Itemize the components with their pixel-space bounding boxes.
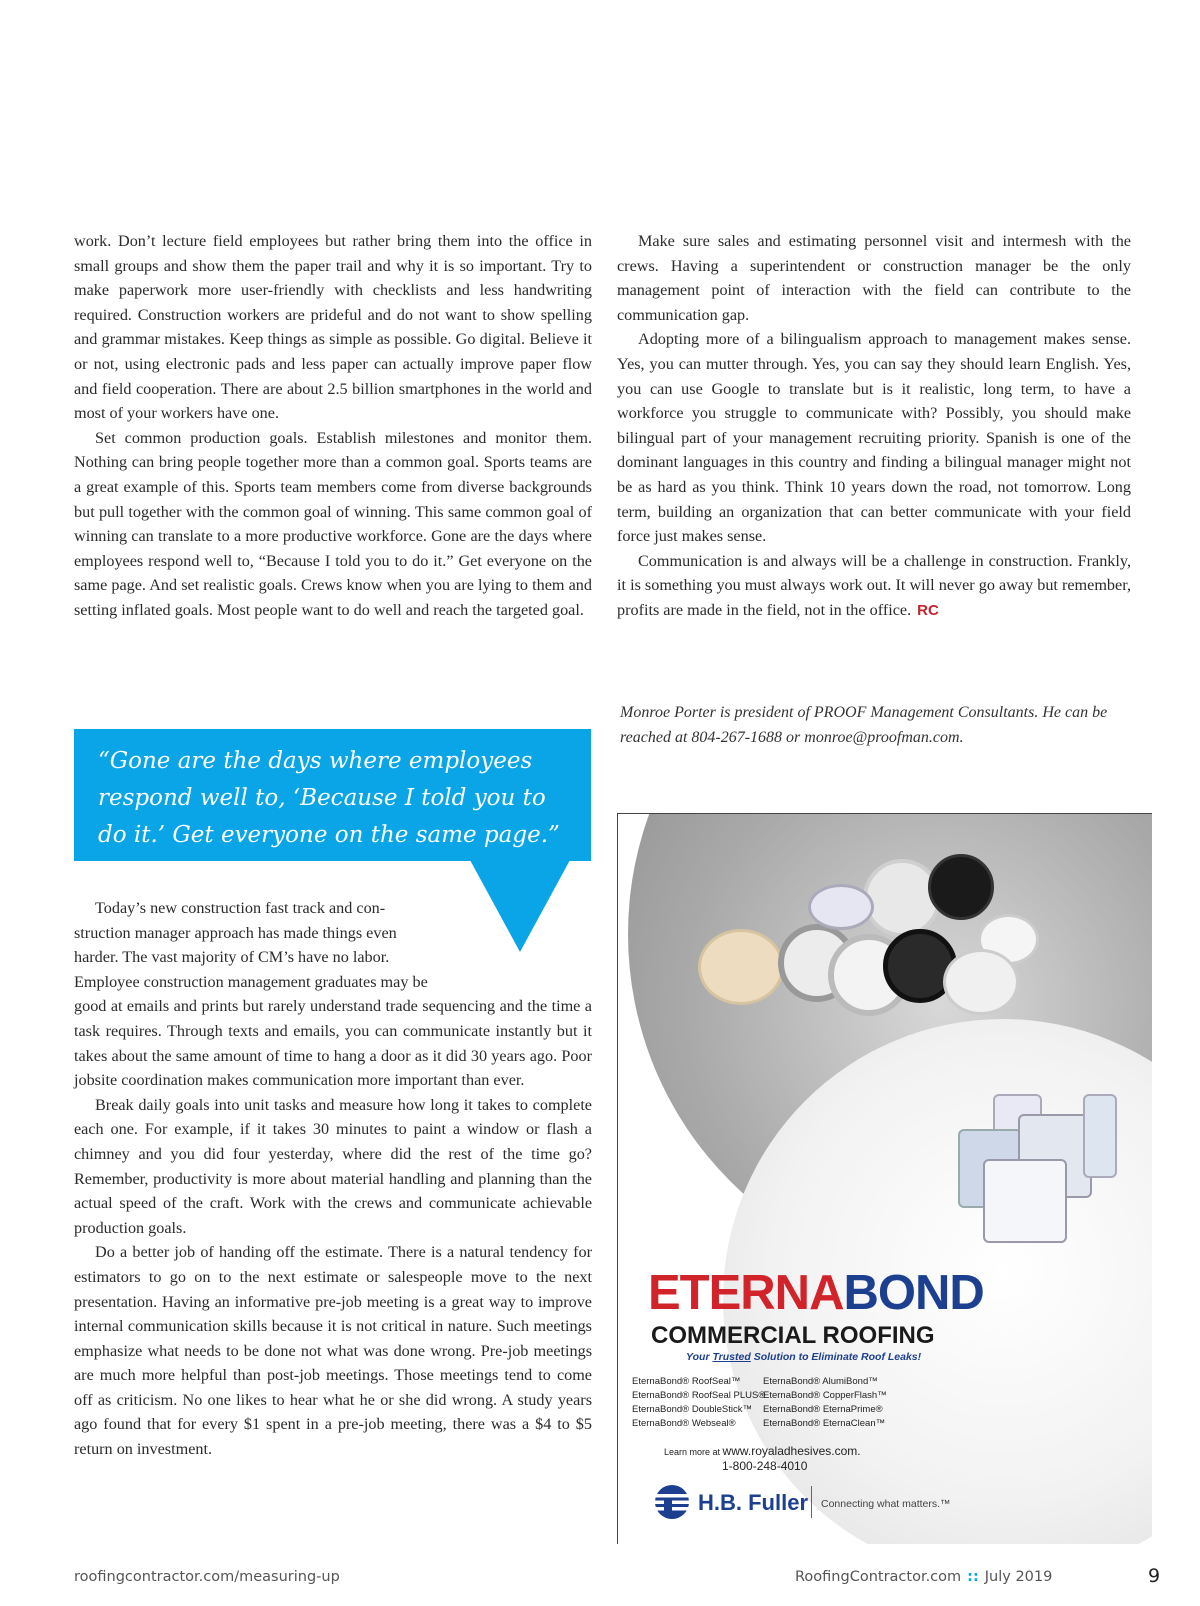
product-item: EternaBond® DoubleStick™ (632, 1404, 753, 1415)
footer-separator: :: (967, 1569, 979, 1585)
product-item: EternaBond® EternaPrime® (763, 1404, 883, 1415)
product-item: EternaBond® CopperFlash™ (763, 1390, 887, 1401)
paragraph-line: harder. The vast majority of CM’s have no labor. (74, 948, 390, 967)
product-item: EternaBond® RoofSeal PLUS® (632, 1390, 766, 1401)
product-list-left (632, 1375, 765, 1431)
pull-quote-box (74, 729, 591, 861)
paragraph: Make sure sales and estimating personnel visit and intermesh with the crews. Having a superintendent or construction manager be the only management point of interaction with the field can contribute to the communication gap. (617, 232, 1131, 324)
ad-tagline: Your Trusted Solution to Eliminate Roof Leaks! (686, 1351, 922, 1363)
article-column-right (617, 229, 1131, 624)
eternabond-logo: ETERNABOND (648, 1266, 984, 1320)
company-name: H.B. Fuller (698, 1490, 809, 1515)
advertisement[interactable] (617, 813, 1152, 1544)
page-number: 9 (1148, 1565, 1161, 1587)
footer-url[interactable]: roofingcontractor.com/measuring-up (74, 1569, 340, 1585)
paragraph: Set common production goals. Establish milestones and monitor them. Nothing can bring people together more than a common goal. Sports teams are a great example of this. Sports team members come from diverse backgrounds but pull together with the common goal of winning. This same common goal of winning can translate to a more productive workforce. Gone are the days where employees respond well to, “Because I told you to do it.” Get everyone on the same page. And set realistic goals. Crews know when you are lying to them and setting inflated goals. Most people want to do well and reach the targeted goal. (74, 428, 592, 619)
ad-learn-more[interactable]: Learn more at www.royaladhesives.com. (664, 1444, 861, 1458)
company-tagline: Connecting what matters.™ (821, 1498, 951, 1510)
ad-phone: 1-800-248-4010 (722, 1459, 808, 1473)
paragraph: good at emails and prints but rarely understand trade sequencing and the time a task requires. Through texts and emails, you can communicate instantly but it takes about the same amount of time to hang a door as it did 30 years ago. Poor jobsite coordination makes communication more important than ever. (74, 997, 592, 1090)
product-item: EternaBond® Webseal® (632, 1418, 736, 1429)
author-bio: Monroe Porter is president of PROOF Management Consultants. He can be reached at 804-267-1688 or monroe@proofman.com. (620, 704, 1108, 746)
paragraph: Adopting more of a bilingualism approach to management makes sense. Yes, you can mutter through. Yes, you can say they should learn English. Yes, you can use Google to translate but is it realistic, long term, to have a workforce you struggle to communicate with? Possibly, you should make bilingual part of your management recruiting priority. Spanish is one of the dominant languages in this country and finding a bilingual manager might not be as hard as you think. Think 10 years down the road, not tomorrow. Long term, building an organization that can better communicate with your field force just makes sense. (617, 330, 1131, 546)
product-list-right (763, 1375, 887, 1431)
paragraph-text: Communication is and always will be a challenge in construction. Frankly, it is something you must always work out. It will never go away but remember, profits are made in the field, not in the office. (617, 551, 1131, 619)
paragraph-line: Today’s new construction fast track and con- (95, 899, 386, 917)
ad-url-link: www.royaladhesives.com. (722, 1444, 861, 1458)
product-item: EternaBond® EternaClean™ (763, 1418, 886, 1429)
paragraph: Break daily goals into unit tasks and measure how long it takes to complete each one. For example, if it takes 30 minutes to paint a window or flash a chimney and you did four yesterday, where did the rest of the time go? Remember, productivity is more about material handling and planning than the actual speed of the craft. Work with the crews and communicate achievable production goals. (74, 1095, 592, 1237)
footer-site: RoofingContractor.com (795, 1569, 962, 1585)
product-item: EternaBond® AlumiBond™ (763, 1376, 878, 1387)
article-column-left-bottom (74, 896, 592, 1462)
product-item: EternaBond® RoofSeal™ (632, 1376, 741, 1387)
hb-fuller-logo-icon (654, 1484, 690, 1520)
end-mark: RC (917, 601, 939, 619)
paragraph (617, 549, 1131, 624)
article-column-left-top (74, 229, 592, 623)
paragraph-line: Employee construction management graduates may be (74, 972, 428, 991)
pull-quote-text: “Gone are the days where employees respond well to, ‘Because I told you to do it.’ Get everyone on the same page.” (98, 748, 560, 848)
paragraph: Do a better job of handing off the estimate. There is a natural tendency for estimators to go on to the next estimate or salespeople move to the next presentation. Having an informative pre-job meeting is a great way to improve internal communication skills because it is not critical in nature. Such meetings emphasize what needs to be done not what was done wrong. Pre-job meetings are much more helpful than post-job meetings. Those meetings tend to come off as criticism. No one likes to hear what he or she did wrong. A study years ago found that for every $1 spent in a pre-job meeting, there was a $4 to $5 return on investment. (74, 1243, 592, 1459)
paragraph: work. Don’t lecture field employees but rather bring them into the office in small groups and show them the paper trail and why it is so important. Try to make paperwork more user-friendly with checklists and less handwriting required. Construction workers are prideful and do not want to show spelling and grammar mistakes. Keep things as simple as possible. Go digital. Believe it or not, using electronic pads and less paper can actually improve paper flow and field cooperation. There are about 2.5 billion smartphones in the world and most of your workers have one. (74, 232, 592, 423)
ad-subtitle: COMMERCIAL ROOFING (651, 1322, 935, 1349)
divider (811, 1486, 812, 1518)
footer-date: July 2019 (984, 1569, 1053, 1585)
paragraph-line: struction manager approach has made things even (74, 923, 397, 942)
footer-publication (795, 1569, 1052, 1585)
